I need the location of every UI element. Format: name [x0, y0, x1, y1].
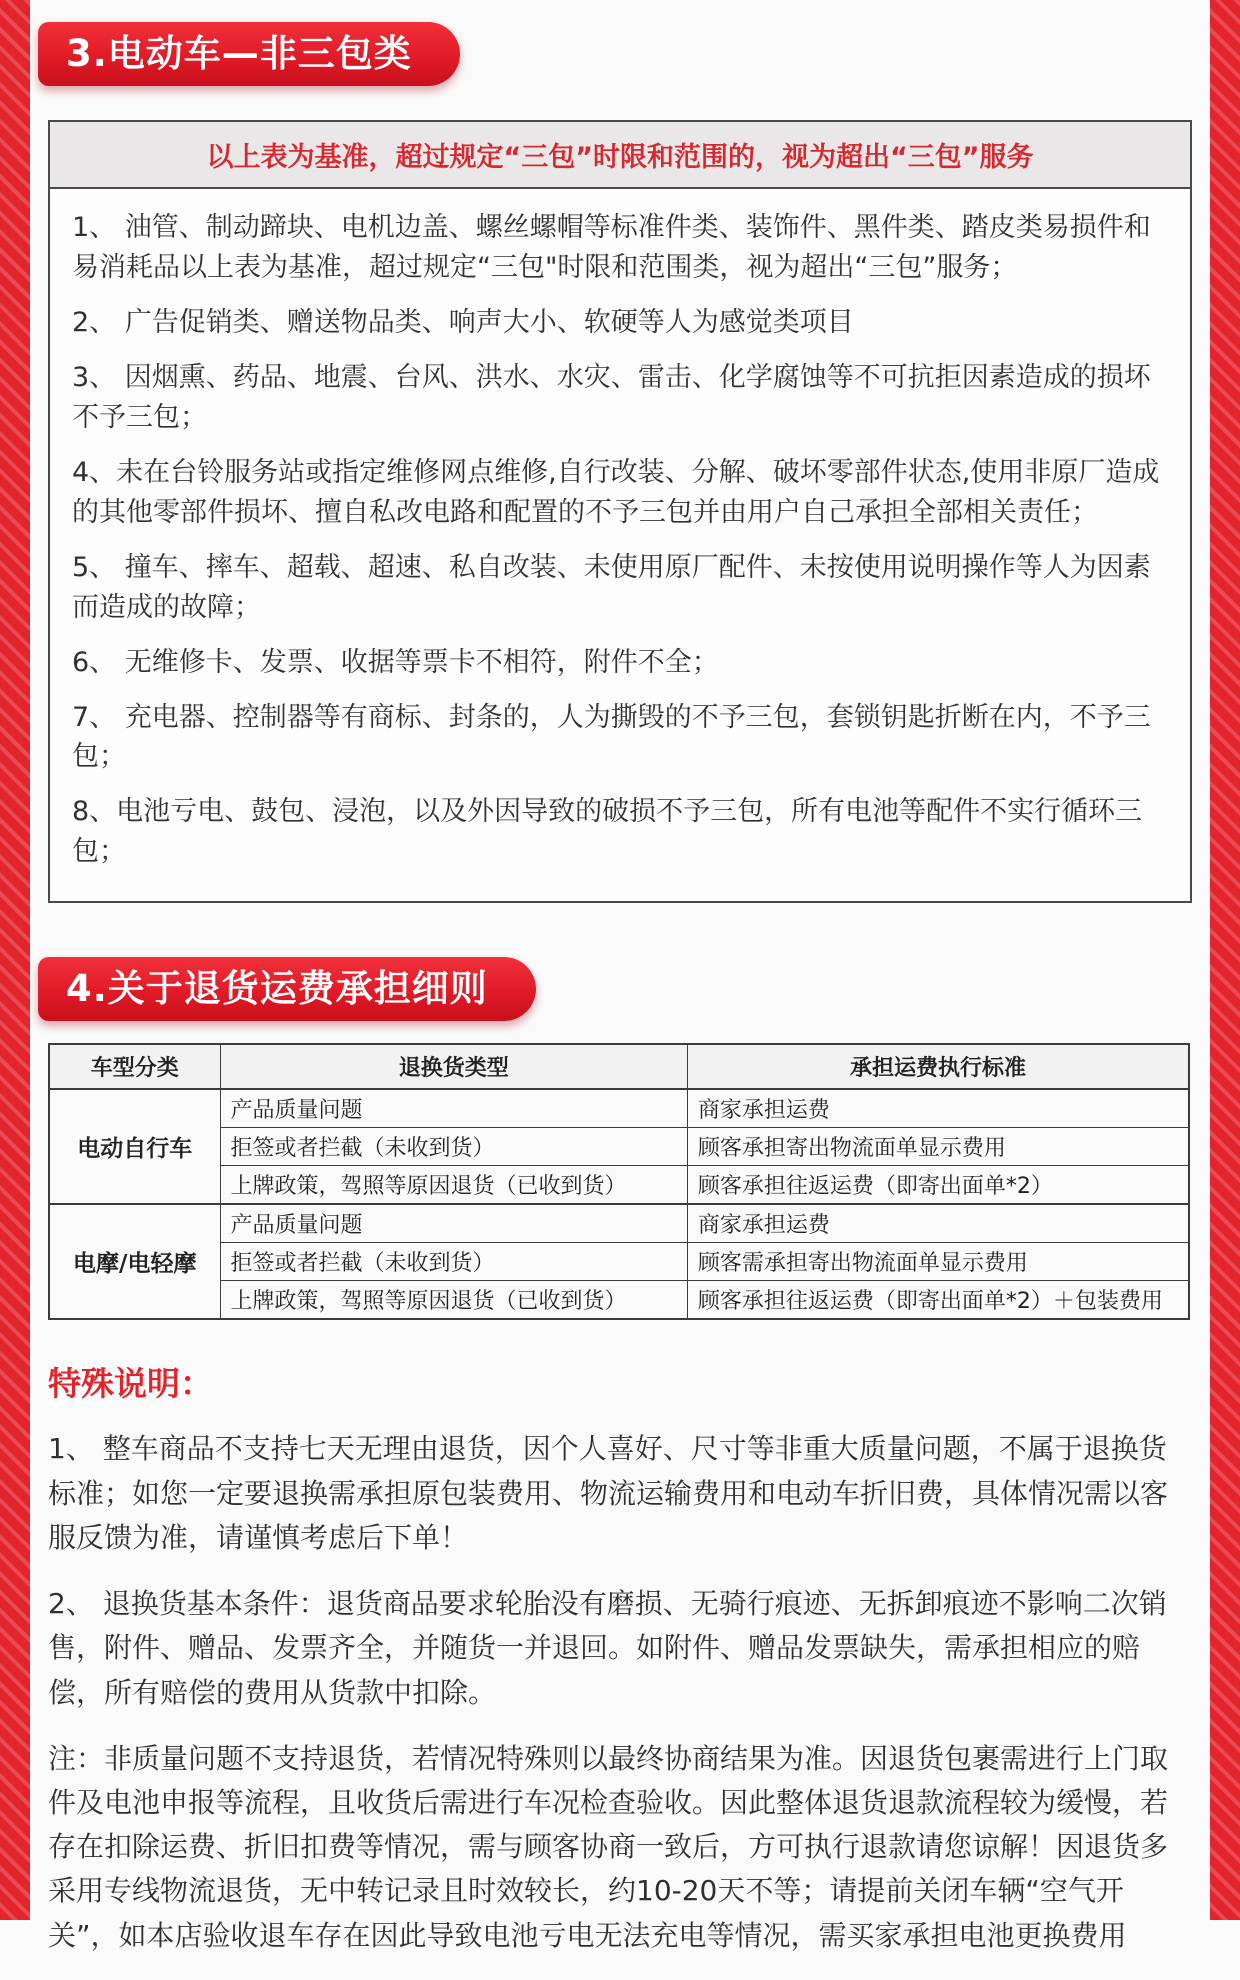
return-freight-table — [48, 1043, 1190, 1320]
col-header-return-type: 退换货类型 — [220, 1044, 687, 1089]
policy-list — [50, 189, 1190, 901]
policy-item-4: 4、未在台铃服务站或指定维修网点维修,自行改装、分解、破坏零部件状态,使用非原厂造成的其他零部件损坏、擅自私改电路和配置的不予三包并由用户自己承担全部相关责任； — [72, 456, 1160, 528]
table-row — [49, 1243, 1189, 1281]
section3-badge-label: 3.电动车—非三包类 — [66, 32, 412, 75]
return-type-cell: 拒签或者拦截（未收到货） — [220, 1243, 687, 1281]
category-emoto: 电摩/电轻摩 — [49, 1204, 220, 1319]
freight-standard-cell: 顾客承担往返运费（即寄出面单*2） — [687, 1166, 1189, 1205]
freight-standard-cell: 顾客承担寄出物流面单显示费用 — [687, 1128, 1189, 1166]
freight-standard-cell: 顾客承担往返运费（即寄出面单*2）＋包装费用 — [687, 1281, 1189, 1320]
right-stripe-decoration — [1210, 0, 1240, 1920]
policy-item-7: 7、 充电器、控制器等有商标、封条的，人为撕毁的不予三包，套锁钥匙折断在内，不予三包； — [72, 701, 1151, 773]
col-header-vehicle-type: 车型分类 — [49, 1044, 220, 1089]
policy-item-5: 5、 撞车、摔车、超载、超速、私自改装、未使用原厂配件、未按使用说明操作等人为因素而造成的故障； — [72, 551, 1151, 623]
special-note-1: 1、 整车商品不支持七天无理由退货，因个人喜好、尺寸等非重大质量问题，不属于退换货标准；如您一定要退换需承担原包装费用、物流运输费用和电动车折旧费，具体情况需以客服反馈为准，请谨慎考虑后下单！ — [48, 1432, 1169, 1554]
section3-badge — [38, 22, 460, 86]
return-type-cell: 拒签或者拦截（未收到货） — [220, 1128, 687, 1166]
col-header-freight-standard: 承担运费执行标准 — [687, 1044, 1189, 1089]
policy-item-3: 3、 因烟熏、药品、地震、台风、洪水、水灾、雷击、化学腐蚀等不可抗拒因素造成的损坏不予三包； — [72, 361, 1151, 433]
policy-item-6: 6、 无维修卡、发票、收据等票卡不相符，附件不全； — [72, 646, 719, 678]
return-type-cell: 产品质量问题 — [220, 1089, 687, 1128]
table-row — [49, 1128, 1189, 1166]
policy-item-1: 1、 油管、制动蹄块、电机边盖、螺丝螺帽等标准件类、装饰件、黑件类、踏皮类易损件和易消耗品以上表为基准，超过规定“三包"时限和范围类，视为超出“三包”服务； — [72, 212, 1151, 283]
category-ebike: 电动自行车 — [49, 1089, 220, 1204]
freight-standard-cell: 商家承担运费 — [687, 1089, 1189, 1128]
section4-badge — [38, 957, 536, 1021]
policy-notice-header: 以上表为基准，超过规定“三包”时限和范围的，视为超出“三包”服务 — [50, 122, 1190, 189]
special-note-2: 2、 退换货基本条件：退货商品要求轮胎没有磨损、无骑行痕迹、无拆卸痕迹不影响二次销售，附件、赠品、发票齐全，并随货一并退回。如附件、赠品发票缺失，需承担相应的赔偿，所有赔偿的费用从货款中扣除。 — [48, 1587, 1167, 1709]
table-row — [49, 1281, 1189, 1320]
policy-item-2: 2、 广告促销类、赠送物品类、响声大小、软硬等人为感觉类项目 — [72, 306, 854, 338]
left-stripe-decoration — [0, 0, 30, 1920]
table-row — [49, 1204, 1189, 1243]
freight-standard-cell: 顾客需承担寄出物流面单显示费用 — [687, 1243, 1189, 1281]
policy-item-8: 8、电池亏电、鼓包、浸泡，以及外因导致的破损不予三包，所有电池等配件不实行循环三包； — [72, 796, 1143, 868]
special-notes-title: 特殊说明： — [48, 1364, 213, 1404]
table-header-row — [49, 1044, 1189, 1089]
return-type-cell: 产品质量问题 — [220, 1204, 687, 1243]
table-row — [49, 1089, 1189, 1128]
non-warranty-policy-box — [48, 120, 1192, 903]
section4-badge-label: 4.关于退货运费承担细则 — [66, 967, 488, 1011]
freight-standard-cell: 商家承担运费 — [687, 1204, 1189, 1243]
return-type-cell: 上牌政策，驾照等原因退货（已收到货） — [220, 1281, 687, 1320]
page-content — [30, 0, 1210, 1980]
special-note-remark: 注：非质量问题不支持退货，若情况特殊则以最终协商结果为准。因退货包裹需进行上门取件及电池申报等流程，且收货后需进行车况检查验收。因此整体退货退款流程较为缓慢，若存在扣除运费、折旧扣费等情况，需与顾客协商一致后，方可执行退款请您谅解！因退货多采用专线物流退货，无中转记录且时效较长，约10-20天不等；请提前关闭车辆“空气开关”，如本店验收退车存在因此导致电池亏电无法充电等情况，需买家承担电池更换费用 — [48, 1741, 1169, 1952]
return-type-cell: 上牌政策，驾照等原因退货（已收到货） — [220, 1166, 687, 1205]
table-row — [49, 1166, 1189, 1205]
